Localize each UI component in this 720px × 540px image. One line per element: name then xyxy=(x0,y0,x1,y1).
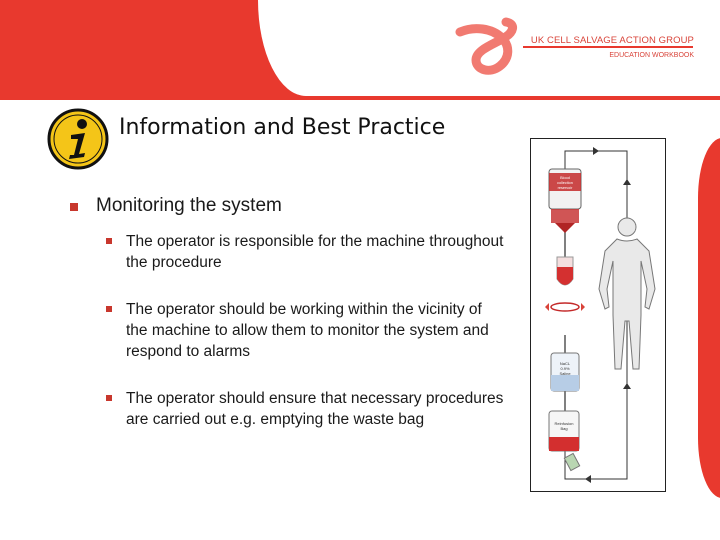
centrifuge-bowl-icon xyxy=(545,257,585,311)
sub-bullet xyxy=(106,231,506,273)
svg-text:NaCL: NaCL xyxy=(559,361,571,366)
arrow-icon xyxy=(623,383,631,389)
svg-text:Blood: Blood xyxy=(560,176,570,180)
arrow-icon xyxy=(593,147,599,155)
svg-text:0.9%: 0.9% xyxy=(560,366,570,371)
org-name: UK CELL SALVAGE ACTION GROUP xyxy=(530,35,694,46)
main-bullet-text: Monitoring the system xyxy=(96,195,282,216)
sub-bullet-text: The operator is responsible for the machine throughout the procedure xyxy=(126,233,504,271)
bullet-marker xyxy=(106,395,112,401)
org-divider xyxy=(523,46,693,48)
bullet-marker xyxy=(106,238,112,244)
svg-text:collection: collection xyxy=(557,181,573,185)
main-bullet xyxy=(70,195,510,217)
figure-eight-logo-icon xyxy=(452,16,524,80)
bullet-list xyxy=(70,195,510,456)
sub-bullet-text: The operator should ensure that necessary procedures are carried out e.g. emptying the waste bag xyxy=(126,390,504,428)
right-edge-band xyxy=(698,138,720,498)
cell-salvage-diagram xyxy=(530,138,666,492)
bullet-marker xyxy=(70,203,78,211)
diagram-canvas xyxy=(531,139,665,491)
svg-text:reservoir: reservoir xyxy=(557,186,573,190)
bullet-marker xyxy=(106,306,112,312)
svg-text:Reinfusion: Reinfusion xyxy=(554,421,574,426)
sub-bullet-text: The operator should be working within the vicinity of the machine to allow them to monitor the system and respond to alarms xyxy=(126,301,489,360)
svg-text:Saline: Saline xyxy=(559,371,571,376)
sub-bullet xyxy=(106,388,506,430)
header-band xyxy=(0,0,720,100)
arrow-icon xyxy=(623,179,631,185)
sub-bullet-list xyxy=(106,231,510,430)
information-icon xyxy=(47,108,109,170)
org-subtitle: EDUCATION WORKBOOK xyxy=(609,52,694,59)
svg-text:Bag: Bag xyxy=(560,426,568,431)
arrow-icon xyxy=(585,475,591,483)
reinfusion-bag-icon xyxy=(549,411,580,471)
collection-reservoir-icon xyxy=(549,169,581,233)
page-title: Information and Best Practice xyxy=(119,115,446,140)
sub-bullet xyxy=(106,299,506,362)
saline-bag-icon xyxy=(551,353,579,391)
